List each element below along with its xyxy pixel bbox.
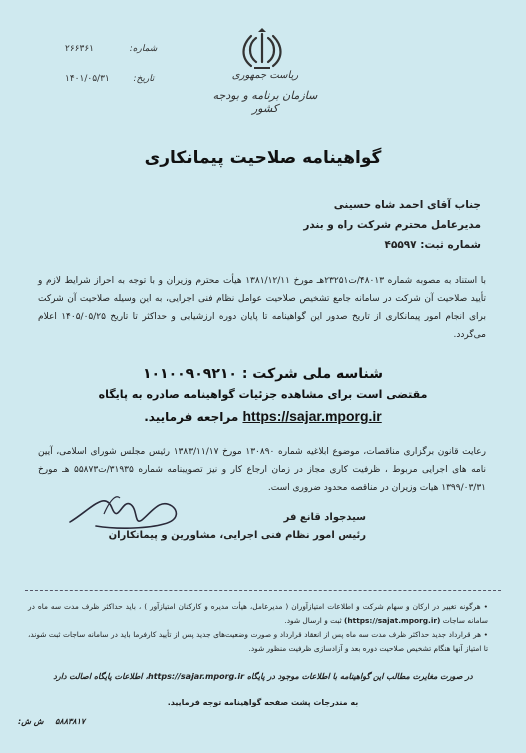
sajar-link[interactable]: https://sajar.mporg.ir [242,408,382,424]
letter-date-value: ۱۴۰۱/۰۵/۳۱ [65,74,110,84]
note-item [28,600,488,628]
inquiry-url-line [0,408,526,424]
signature-block [109,509,366,545]
addressee-position: مدیرعامل محترم شرکت راه و بندر [303,219,481,231]
note-after: ثبت و ارسال شود. [284,616,342,625]
note-item [28,628,488,656]
signer-position: رئیس امور نظام فنی اجرایی، مشاورین و پیمانکاران [108,530,366,541]
iran-emblem-icon [242,28,282,72]
footer-prefix: در صورت مغایرت مطالب این گواهینامه با اطلاعات موجود در پایگاه [246,672,473,681]
serial-number [18,717,85,726]
letter-number-value: ۲۶۶۳۶۱ [65,44,95,54]
inquiry-suffix: مراجعه فرمایید. [144,410,239,424]
org-line-pbo: سازمان برنامه و بودجه کشور [212,89,318,115]
letter-date [65,74,154,84]
bullet-icon: • [481,630,488,639]
regulation-paragraph: رعایت قانون برگزاری مناقصات، موضوع ابلاغیه شماره ۱۳۰۸۹۰ مورخ ۱۳۸۳/۱۱/۱۷ رئیس مجلس شورای اسلامی، آیین نامه های اجرایی مربوط ، ظرفیت کاری مجاز در زمان ارجاع کار و نیز تصویبنامه شماره ۳۱۹۳۵/ت۵۵۸۷۳ هـ مورخ ۱۳۹۹/۰۳/۳۱ هیات وزیران در مناقصه محدود ضروری است. [38,447,486,493]
addressee-name: جناب آقای احمد شاه حسینی [333,199,481,211]
inquiry-text: مقتضی است برای مشاهده جزئیات گواهینامه صادره به پایگاه [98,388,428,401]
note-text: هر قرارداد جدید حداکثر ظرف مدت سه ماه پس از انعقاد قرارداد و صورت وضعیت‌های جدید پس از تأیید کارفرما باید در سامانه ساجات ثبت شوند، تا امتیاز آنها هنگام تشخیص صلاحیت دوره بعد و آزادسازی ظرفیت منظور شود. [28,630,488,653]
letter-number [65,44,157,54]
letter-date-label: تاریخ: [133,74,155,84]
notes-divider [25,590,501,591]
registration-number: شماره ثبت: ۴۵۵۹۷ [384,239,481,251]
sajat-link[interactable]: (https://sajat.mporg.ir) [344,616,441,625]
serial-label: ش ش: [18,717,44,726]
footer-see-back: به مندرجات پشت صفحه گواهینامه توجه فرمایید. [167,698,359,707]
national-id: شناسه ملی شرکت : ۱۰۱۰۰۹۰۹۲۱۰ [142,366,384,382]
note-text: هرگونه تغییر در ارکان و سهام شرکت و اطلاعات امتیازآوران ( مدیرعامل، هیأت مدیره و کارکنان امتیازآور ) ، باید حداکثر ظرف مدت سه ماه در سامانه ساجات [28,602,488,625]
footer-suffix: ، اطلاعات پایگاه اصالت دارد [53,672,149,681]
bullet-icon: • [480,602,488,611]
org-line-presidency: ریاست جمهوری [231,70,299,81]
footer-validity-note [25,672,501,681]
document-title: گواهینامه صلاحیت پیمانکاری [144,148,382,168]
certificate-body: با استناد به مصوبه شماره ۴۸۰۱۳/ت۲۳۲۵۱هـ مورخ ۱۳۸۱/۱۲/۱۱ هیأت محترم وزیران و با توجه به احراز شرایط لازم و تأیید صلاحیت آن شرکت در سامانه جامع تشخیص صلاحیت عوامل نظام فنی اجرایی، به این وسیله صلاحیت آن شرکت برای انجام امور پیمانکاری از تاریخ صدور این گواهینامه تا پایان دوره ارزشیابی و حداکثر تا تاریخ ۱۴۰۵/۰۵/۲۵ اعلام می‌گردد. [38,276,486,340]
organization-logo-text [200,70,330,115]
letter-number-label: شماره: [129,44,158,54]
serial-value: ۵۸۸۳۸۱۷ [55,717,86,726]
addressee-block [303,195,481,255]
notes-list [28,600,488,656]
footer-sajar-link[interactable]: https://sajar.mporg.ir [148,672,245,681]
signer-name: سیدجواد قانع فر [283,512,366,523]
